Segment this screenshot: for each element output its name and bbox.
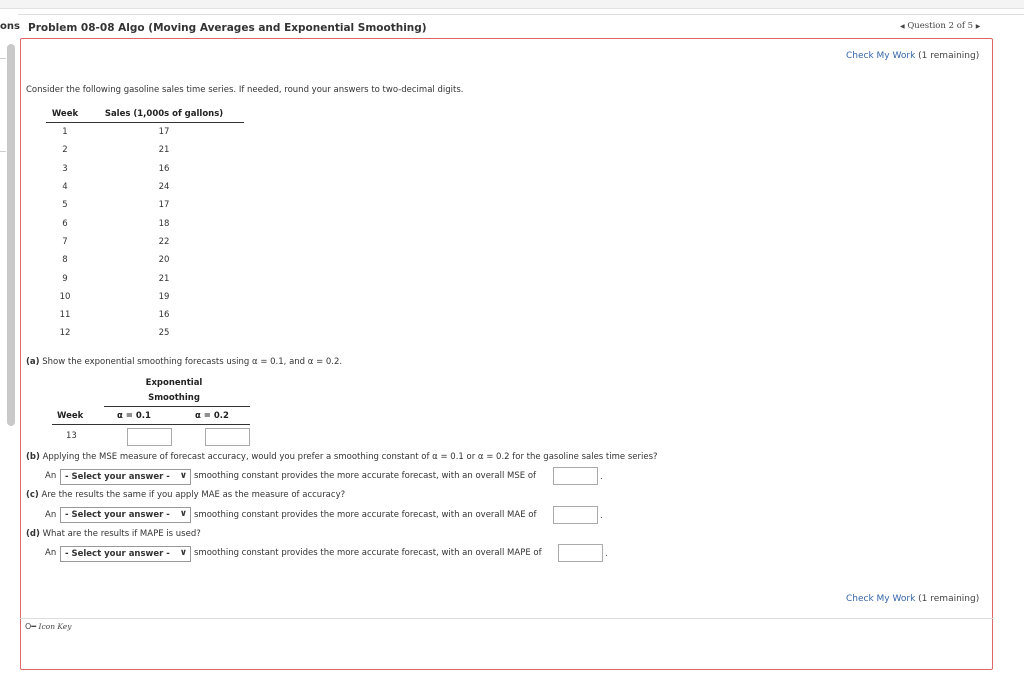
sales-cell: 25 xyxy=(158,328,170,339)
week-cell: 3 xyxy=(62,163,68,174)
mape-input[interactable] xyxy=(558,544,603,562)
question-nav-label[interactable]: Question 2 of 5 xyxy=(907,21,974,31)
check-my-work-bottom[interactable] xyxy=(846,594,979,604)
sales-cell: 24 xyxy=(158,182,170,193)
problem-title: Problem 08-08 Algo (Moving Averages and Exponential Smoothing) xyxy=(28,22,427,34)
sales-cell: 21 xyxy=(158,145,170,156)
period: . xyxy=(600,511,603,521)
week-cell: 4 xyxy=(62,182,68,193)
exp-smoothing-header xyxy=(142,376,206,406)
table-row xyxy=(46,251,244,269)
week-cell: 9 xyxy=(62,273,68,284)
check-my-work-top[interactable] xyxy=(846,51,979,61)
sales-cell: 22 xyxy=(158,236,170,247)
table-row xyxy=(46,123,244,142)
icon-key-divider xyxy=(20,618,993,619)
part-b-question xyxy=(26,452,658,462)
week-cell: 2 xyxy=(62,145,68,156)
sales-cell: 18 xyxy=(158,218,170,229)
part-d-suffix: smoothing constant provides the more accurate forecast, with an overall MAPE of xyxy=(194,548,542,558)
intro-text: Consider the following gasoline sales time series. If needed, round your answers to two-decimal digits. xyxy=(26,85,464,95)
forecast-alpha-01-input[interactable] xyxy=(127,428,172,446)
table-row xyxy=(46,306,244,324)
week-cell: 7 xyxy=(62,236,68,247)
header-rule xyxy=(104,406,250,407)
table-row xyxy=(46,233,244,251)
week-cell: 8 xyxy=(62,255,68,266)
table-row xyxy=(46,141,244,159)
forecast-alpha-02-input[interactable] xyxy=(205,428,250,446)
part-a-question xyxy=(26,357,342,367)
chevron-down-icon[interactable]: ∨ xyxy=(179,509,187,519)
key-icon[interactable]: O━ xyxy=(25,622,37,631)
part-a-text: Show the exponential smoothing forecasts using α = 0.1, and α = 0.2. xyxy=(42,357,343,367)
week-header: Week xyxy=(46,105,84,123)
table-row xyxy=(46,160,244,178)
sales-header: Sales (1,000s of gallons) xyxy=(84,105,244,123)
part-c-text: Are the results the same if you apply MAE as the measure of accuracy? xyxy=(41,490,346,500)
exp-header-line2: Smoothing xyxy=(148,393,200,403)
sales-cell: 21 xyxy=(158,273,170,284)
icon-key[interactable] xyxy=(25,622,72,631)
part-c-suffix: smoothing constant provides the more accurate forecast, with an overall MAE of xyxy=(194,510,537,520)
check-my-work-link[interactable]: Check My Work xyxy=(846,51,916,61)
exp-header-line1: Exponential xyxy=(145,378,203,388)
part-d-label: (d) xyxy=(26,529,40,539)
sales-cell: 20 xyxy=(158,255,170,266)
sales-table xyxy=(46,105,244,343)
mse-select-value[interactable]: - Select your answer - xyxy=(65,472,170,482)
week-cell: 5 xyxy=(62,200,68,211)
mse-select[interactable] xyxy=(60,469,191,485)
mse-input[interactable] xyxy=(553,467,598,485)
remaining-count: (1 remaining) xyxy=(918,594,980,604)
part-d-text: What are the results if MAPE is used? xyxy=(42,529,201,539)
part-b-text: Applying the MSE measure of forecast accuracy, would you prefer a smoothing constant of α = 0.1 or α = 0.2 for the gasoline sales time series? xyxy=(42,452,658,462)
period: . xyxy=(600,472,603,482)
alpha-02-header: α = 0.2 xyxy=(195,411,229,421)
question-nav[interactable] xyxy=(900,21,980,31)
part-d-prefix: An xyxy=(45,548,57,558)
header-rule xyxy=(52,424,250,425)
period: . xyxy=(605,549,608,559)
chevron-down-icon[interactable]: ∨ xyxy=(179,471,187,481)
remaining-count: (1 remaining) xyxy=(918,51,980,61)
left-divider xyxy=(0,58,6,59)
next-question-icon[interactable]: ▶ xyxy=(975,23,981,30)
sales-cell: 16 xyxy=(158,163,170,174)
week-cell: 10 xyxy=(59,291,71,302)
week-cell: 12 xyxy=(59,328,71,339)
week-cell: 6 xyxy=(62,218,68,229)
part-b-label: (b) xyxy=(26,452,40,462)
table-row xyxy=(46,214,244,232)
part-c-question xyxy=(26,490,345,500)
mae-input[interactable] xyxy=(553,506,598,524)
alpha-01-header: α = 0.1 xyxy=(117,411,151,421)
table-row xyxy=(46,288,244,306)
check-my-work-link[interactable]: Check My Work xyxy=(846,594,916,604)
part-d-question xyxy=(26,529,201,539)
part-b-suffix: smoothing constant provides the more accurate forecast, with an overall MSE of xyxy=(194,471,537,481)
mape-select-value[interactable]: - Select your answer - xyxy=(65,549,170,559)
week-cell: 1 xyxy=(62,127,68,138)
table-row xyxy=(46,178,244,196)
part-c-label: (c) xyxy=(26,490,39,500)
left-panel-label: ons xyxy=(0,21,20,32)
sales-cell: 17 xyxy=(158,200,170,211)
scrollbar[interactable] xyxy=(7,44,15,426)
sales-cell: 17 xyxy=(158,127,170,138)
part-b-prefix: An xyxy=(45,471,57,481)
forecast-week: 13 xyxy=(66,431,77,441)
top-bar xyxy=(0,0,1024,9)
prev-question-icon[interactable]: ◀ xyxy=(900,23,905,30)
mae-select[interactable] xyxy=(60,507,191,523)
part-a-label: (a) xyxy=(26,357,40,367)
sales-cell: 19 xyxy=(158,291,170,302)
mape-select[interactable] xyxy=(60,546,191,562)
table-row xyxy=(46,269,244,287)
sales-cell: 16 xyxy=(158,310,170,321)
table-row xyxy=(46,196,244,214)
icon-key-label[interactable]: Icon Key xyxy=(38,622,72,631)
header-divider xyxy=(18,14,1024,15)
part-c-prefix: An xyxy=(45,510,57,520)
chevron-down-icon[interactable]: ∨ xyxy=(179,548,187,558)
mae-select-value[interactable]: - Select your answer - xyxy=(65,510,170,520)
forecast-week-header: Week xyxy=(57,411,84,421)
left-divider xyxy=(0,151,6,152)
table-row xyxy=(46,324,244,342)
week-cell: 11 xyxy=(59,310,71,321)
